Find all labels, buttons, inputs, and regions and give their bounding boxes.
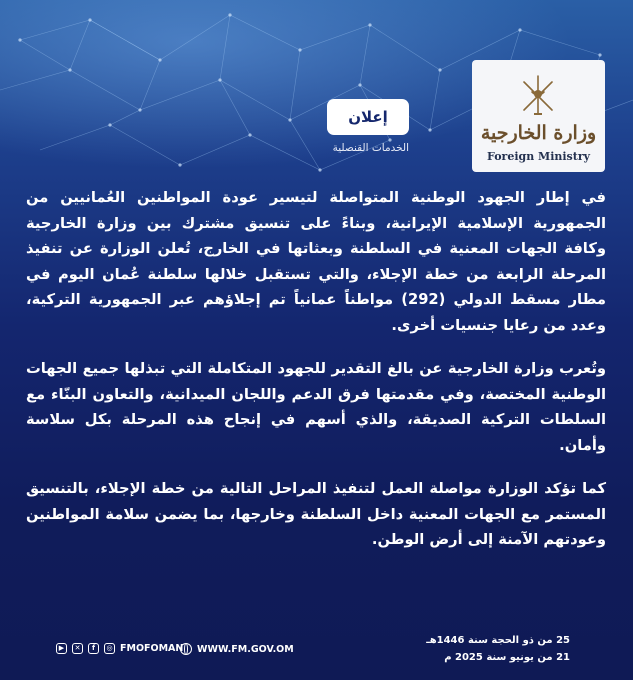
- announcement-body: [26, 185, 606, 571]
- paragraph-3: كما تؤكد الوزارة مواصلة العمل لتنفيذ المراحل التالية من خطة الإجلاء، بالتنسيق المستمر مع الجهات المعنية داخل السلطنة وخارجها، بما يضمن سلامة المواطنين وعودتهم الآمنة إلى أرض الوطن.: [26, 480, 606, 548]
- ministry-name-arabic: وزارة الخارجية: [480, 122, 597, 144]
- announcement-badge: إعلان: [327, 99, 409, 135]
- globe-icon: [180, 643, 192, 655]
- website-url[interactable]: WWW.FM.GOV.OM: [197, 643, 294, 655]
- oman-emblem-icon: [516, 70, 560, 120]
- paragraph-1: في إطار الجهود الوطنية المتواصلة لتيسير عودة المواطنين العُمانيين من الجمهورية الإسلامية الإيرانية، وبناءً على تنسيق مشترك بين وزارة الخارجية وكافة الجهات المعنية في السلطنة وبعثاتها في الخارج، تُعلن الوزارة عن تنفيذ المرحلة الرابعة من خطة الإجلاء، والتي تستقبل خلالها سلطنة عُمان اليوم في مطار مسقط الدولي (292) مواطناً عمانياً تم إجلاؤهم عبر الجمهورية التركية، وعدد من رعايا جنسيات أخرى.: [26, 189, 606, 334]
- department-label: الخدمات القنصلية: [332, 142, 409, 154]
- youtube-icon[interactable]: ▶: [56, 643, 67, 654]
- ministry-logo: [472, 60, 605, 172]
- date-gregorian: 21 من يونيو سنة 2025 م: [444, 652, 570, 663]
- x-icon[interactable]: ✕: [72, 643, 83, 654]
- website-link[interactable]: [180, 643, 294, 655]
- social-handle[interactable]: FMOFOMAN: [120, 643, 184, 654]
- facebook-icon[interactable]: f: [88, 643, 99, 654]
- social-links: [56, 643, 183, 654]
- paragraph-2: وتُعرب وزارة الخارجية عن بالغ التقدير للجهود المتكاملة التي تبذلها جميع الجهات الوطنية المختصة، وفي مقدمتها فرق الدعم واللجان الميدانية، والتعاون البنّاء مع السلطات التركية الصديقة، والذي أسهم في إنجاح هذه المرحلة بكل سلاسة وأمان.: [26, 360, 606, 454]
- ministry-name-english: Foreign Ministry: [486, 150, 591, 163]
- announcement-dates: [410, 632, 570, 666]
- date-hijri: 25 من ذو الحجة سنة 1446هـ: [426, 635, 570, 646]
- instagram-icon[interactable]: ◎: [104, 643, 115, 654]
